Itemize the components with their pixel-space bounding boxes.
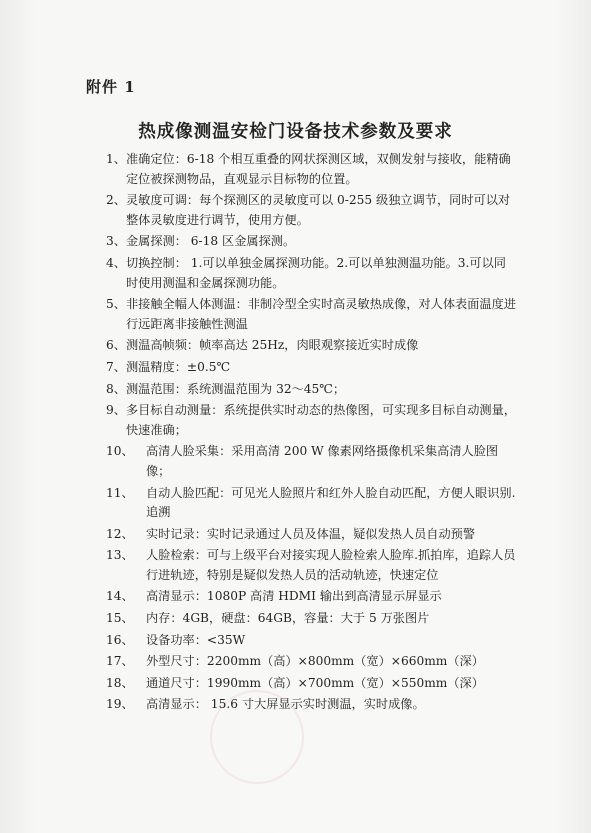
spec-item-number: 12、: [106, 526, 134, 541]
spec-item-number: 16、: [106, 632, 134, 647]
spec-item-text: 自动人脸匹配：可见光人脸照片和红外人脸自动匹配，方便人眼识别.追溯: [146, 485, 516, 520]
spec-item: [106, 546, 516, 585]
spec-item-number: 4、: [106, 255, 126, 270]
spec-item: [106, 380, 516, 400]
spec-item-number: 5、: [106, 297, 126, 312]
spec-item-text: 测温精度：±0.5℃: [125, 359, 231, 374]
spec-item: [106, 695, 516, 715]
spec-item: [106, 652, 516, 672]
spec-item: [106, 254, 516, 293]
spec-item-number: 8、: [106, 381, 126, 396]
spec-item: [106, 484, 516, 523]
spec-item-text: 金属探测： 6-18 区金属探测。: [125, 234, 296, 249]
spec-item-number: 1、: [106, 152, 126, 166]
spec-item-text: 内存：4GB，硬盘：64GB，容量：大于 5 万张图片: [146, 611, 430, 626]
spec-item-text: 设备功率：<35W: [146, 632, 246, 647]
spec-item: [106, 442, 516, 481]
spec-item: [106, 295, 516, 334]
spec-item-number: 18、: [106, 675, 134, 690]
spec-item: [106, 401, 516, 440]
spec-item: [106, 232, 516, 252]
spec-item-number: 3、: [106, 234, 126, 249]
spec-item-text: 非接触全幅人体测温：非制冷型全实时高灵敏热成像，对人体表面温度进行远距离非接触性测温: [125, 297, 516, 331]
spec-item-number: 19、: [106, 697, 134, 712]
spec-item: [106, 525, 516, 545]
spec-item-number: 7、: [106, 359, 126, 374]
spec-item-text: 人脸检索：可与上级平台对接实现人脸检索人脸库.抓拍库，追踪人员行进轨迹，特别是疑似发热人员的活动轨迹，快速定位: [146, 548, 516, 582]
spec-item: [106, 336, 516, 356]
spec-item-number: 13、: [106, 548, 134, 563]
spec-item-text: 切换控制： 1.可以单独金属探测功能。2.可以单独测温功能。3.可以同时使用测温和金属探测功能。: [125, 255, 506, 290]
spec-list: [106, 150, 516, 717]
spec-item-text: 测温高帧频：帧率高达 25Hz，肉眼观察接近实时成像: [125, 338, 419, 353]
spec-item: [106, 631, 516, 651]
spec-item-text: 高清人脸采集：采用高清 200 W 像素网络摄像机采集高清人脸图像；: [146, 444, 499, 478]
spec-item-text: 高清显示：1080P 高清 HDMI 输出到高清显示屏显示: [146, 589, 442, 604]
spec-item-number: 11、: [106, 485, 134, 500]
spec-item-number: 14、: [106, 589, 134, 604]
spec-item-text: 测温范围：系统测温范围为 32～45℃；: [125, 381, 346, 396]
spec-item-text: 外型尺寸：2200mm（高）×800mm（宽）×660mm（深）: [146, 654, 484, 669]
spec-item-number: 15、: [106, 611, 134, 626]
spec-item-text: 多目标自动测量：系统提供实时动态的热像图，可实现多目标自动测量，快速准确；: [125, 403, 516, 437]
spec-item-text: 通道尺寸：1990mm（高）×700mm（宽）×550mm（深）: [146, 675, 484, 690]
spec-item-text: 实时记录：实时记录通过人员及体温，疑似发热人员自动预警: [146, 526, 476, 541]
attachment-label: 附件 1: [86, 78, 136, 96]
spec-item-number: 6、: [106, 338, 126, 353]
spec-item: [106, 150, 516, 189]
spec-item-text: 灵敏度可调：每个探测区的灵敏度可以 0-255 级独立调节，同时可以对整体灵敏度进行调节，使用方便。: [125, 193, 511, 227]
spec-item: [106, 191, 516, 230]
spec-item-text: 高清显示： 15.6 寸大屏显示实时测温，实时成像。: [146, 697, 425, 712]
spec-item: [106, 587, 516, 607]
document-title: 热成像测温安检门设备技术参数及要求: [138, 122, 453, 142]
spec-item: [106, 358, 516, 378]
spec-item-number: 10、: [106, 444, 134, 459]
spec-item-number: 9、: [106, 403, 126, 418]
spec-item-number: 2、: [106, 193, 126, 208]
spec-item: [106, 609, 516, 629]
spec-item: [106, 674, 516, 694]
spec-item-number: 17、: [106, 654, 134, 669]
spec-item-text: 准确定位：6-18 个相互重叠的网状探测区域，双侧发射与接收，能精确定位被探测物品，直观显示目标物的位置。: [125, 152, 511, 186]
